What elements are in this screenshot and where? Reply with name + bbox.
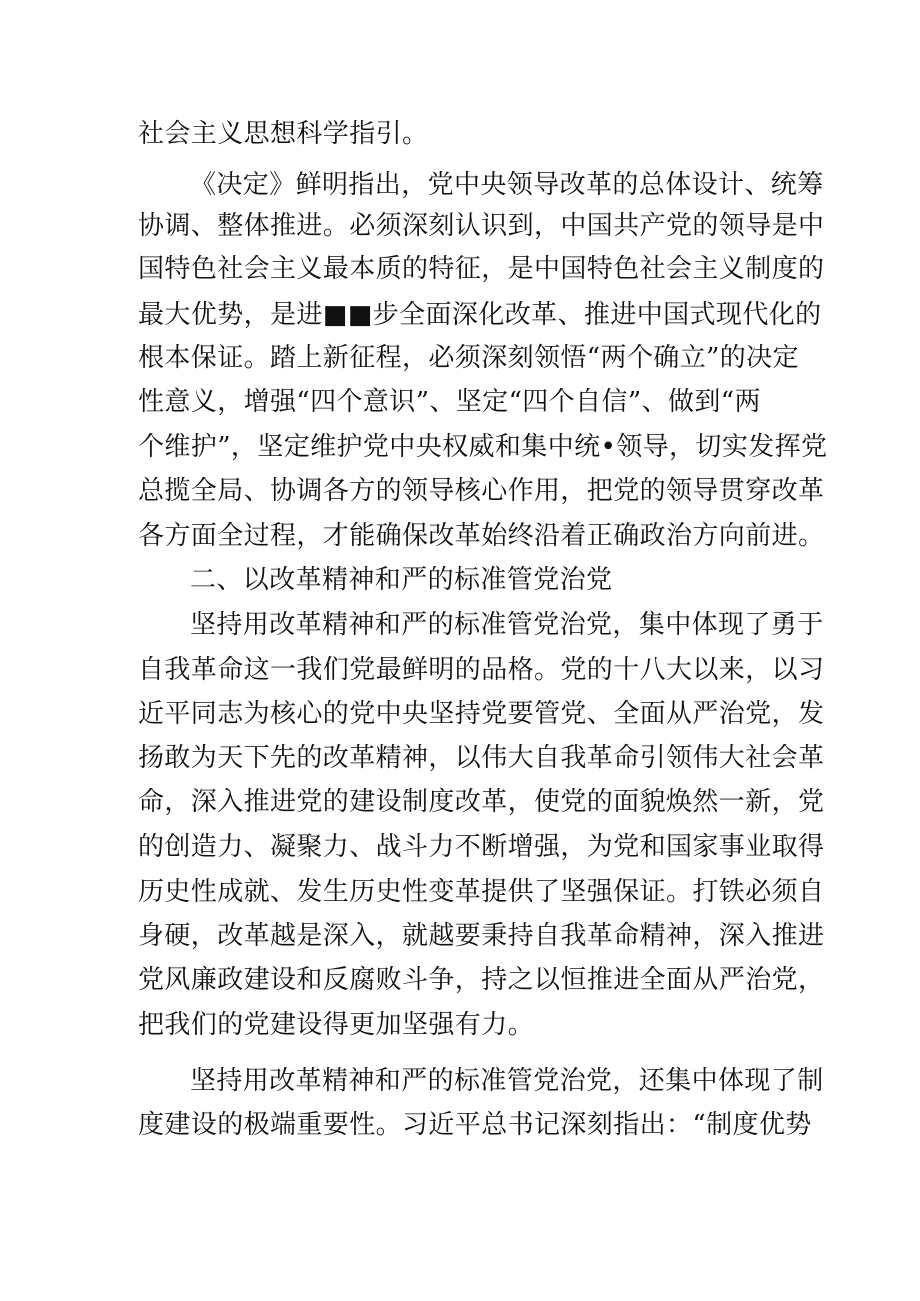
text-line: 坚持用改革精神和严的标准管党治党，还集中体现了制 (190, 1066, 824, 1096)
text-line: 把我们的党建设得更加坚强有力。 (138, 1010, 535, 1040)
text-line: 各方面全过程，才能确保改革始终沿着正确政治方向前进。 (138, 521, 825, 551)
text-line: 党风廉政建设和反腐败斗争，持之以恒推进全面从严治党， (138, 965, 825, 995)
text-line: 历史性成就、发生历史性变革提供了坚强保证。打铁必须自 (138, 877, 825, 907)
text-line: 根本保证。踏上新征程，必须深刻领悟“两个确立”的决定 (138, 343, 799, 373)
text-line: 协调、整体推进。必须深刻认识到，中国共产党的领导是中 (138, 211, 825, 241)
text-line: 自我革命这一我们党最鲜明的品格。党的十八大以来，以习 (138, 655, 825, 685)
text-line: 扬敢为天下先的改革精神，以伟大自我革命引领伟大社会革 (138, 743, 825, 773)
text-line: 的创造力、凝聚力、战斗力不断增强，为党和国家事业取得 (138, 832, 825, 862)
text-line: 命，深入推进党的建设制度改革，使党的面貌焕然一新，党 (138, 787, 825, 817)
section-heading: 二、以改革精神和严的标准管党治党 (190, 565, 613, 595)
text-line: 坚持用改革精神和严的标准管党治党，集中体现了勇于 (190, 610, 824, 640)
text-line: 个维护”，坚定维护党中央权威和集中统•领导，切实发挥党 (138, 432, 828, 462)
text-line: 《决定》鲜明指出，党中央领导改革的总体设计、统筹 (190, 170, 824, 200)
text-line: 近平同志为核心的党中央坚持党要管党、全面从严治党，发 (138, 699, 825, 729)
text-line: 身硬，改革越是深入，就越要秉持自我革命精神，深入推进 (138, 921, 825, 951)
text-line: 度建设的极端重要性。习近平总书记深刻指出：“制度优势 (138, 1110, 812, 1140)
text-line: 国特色社会主义最本质的特征，是中国特色社会主义制度的 (138, 254, 825, 284)
text-line: 总揽全局、协调各方的领导核心作用，把党的领导贯穿改革 (138, 476, 825, 506)
text-line: 社会主义思想科学指引。 (138, 119, 429, 149)
text-line: 最大优势，是进■■步全面深化改革、推进中国式现代化的 (138, 300, 822, 330)
text-line: 性意义，增强“四个意识”、坚定“四个自信”、做到“两 (138, 387, 761, 417)
